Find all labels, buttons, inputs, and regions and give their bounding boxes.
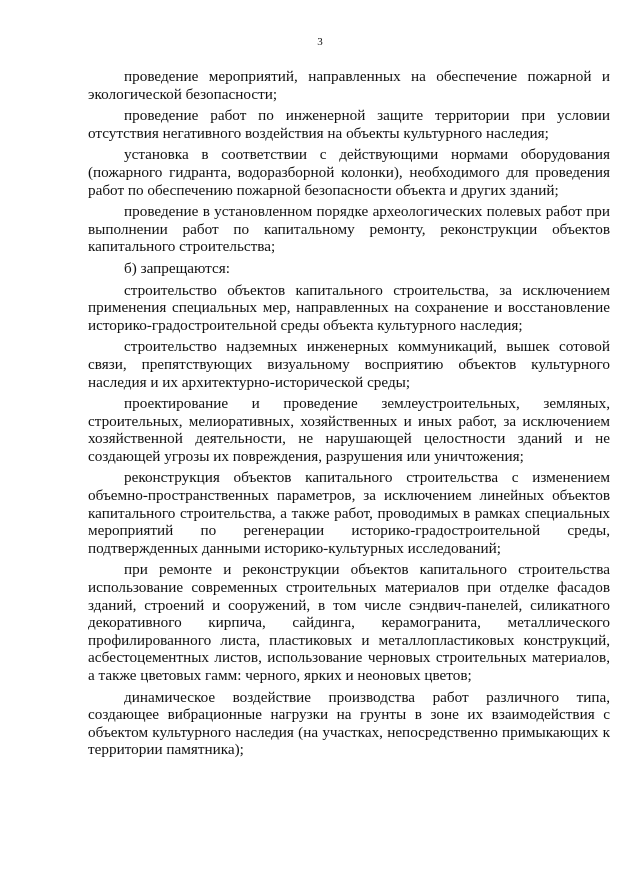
paragraph-modern-materials: при ремонте и реконструкции объектов капитального строительства использование современных строительных материалов при отделке фасадов зданий, строений и сооружений, в том числе сэндвич-панелей, силикатного декоративного кирпича, сайдинга, керамогранита, металлического профилированного листа, пластиковых и металлопластиковых конструкций, асбестоцементных листов, использование черновых строительных материалов, а также цветовых гамм: черного, ярких и неоновых цветов; <box>88 561 610 684</box>
paragraph-construction-prohibition: строительство объектов капитального строительства, за исключением применения специальных мер, направленных на сохранение и восстановление историко-градостроительной среды объекта культурного наследия; <box>88 281 610 334</box>
document-body <box>88 68 610 763</box>
paragraph-archaeological-works: проведение в установленном порядке археологических полевых работ при выполнении работ по капитальному ремонту, реконструкции объектов капитального строительства; <box>88 203 610 256</box>
page-number: 3 <box>317 36 323 48</box>
paragraph-land-works: проектирование и проведение землеустроительных, земляных, строительных, мелиоративных, хозяйственных и иных работ, за исключением хозяйственной деятельности, не нарушающей целостности зданий и не создающей угрозы их повреждения, разрушения или уничтожения; <box>88 395 610 465</box>
paragraph-aboveground-utilities: строительство надземных инженерных коммуникаций, вышек сотовой связи, препятствующих визуальному восприятию объектов культурного наследия и их архитектурно-исторической среды; <box>88 338 610 391</box>
section-heading-prohibited: б) запрещаются: <box>124 259 230 277</box>
paragraph-dynamic-impact: динамическое воздействие производства работ различного типа, создающее вибрационные нагрузки на грунты в зоне их взаимодействия с объектом культурного наследия (на участках, непосредственно примыкающих к территории памятника); <box>88 688 610 759</box>
paragraph-engineering-protection: проведение работ по инженерной защите территории при условии отсутствия негативного воздействия на объекты культурного наследия; <box>88 107 610 142</box>
paragraph-fire-equipment-installation: установка в соответствии с действующими нормами оборудования (пожарного гидранта, водоразборной колонки), необходимого для проведения работ по обеспечению пожарной безопасности объекта и других зданий; <box>88 146 610 199</box>
paragraph-reconstruction: реконструкция объектов капитального строительства с изменением объемно-пространственных параметров, за исключением линейных объектов капитального строительства, а также работ, проводимых в рамках специальных мероприятий по регенерации историко-градостроительной среды, подтвержденных данными историко-культурных исследований; <box>88 469 610 557</box>
paragraph-fire-ecological-safety: проведение мероприятий, направленных на обеспечение пожарной и экологической безопасности; <box>88 68 610 103</box>
